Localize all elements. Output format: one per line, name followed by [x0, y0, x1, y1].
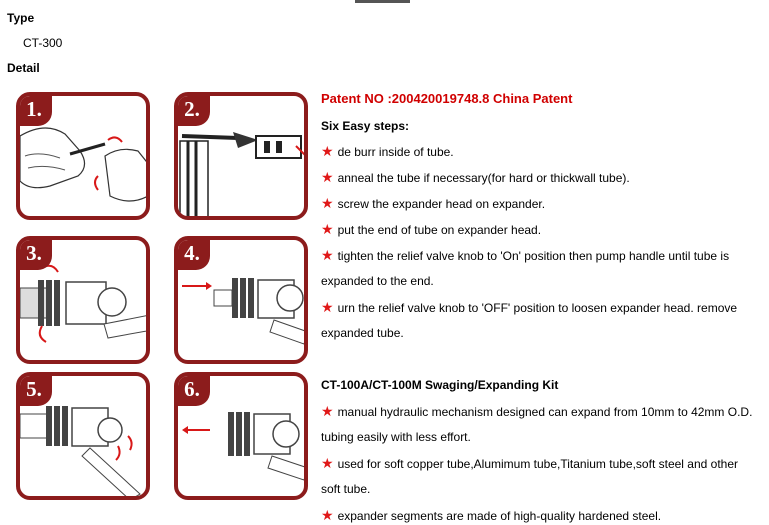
step-text-2: ★ anneal the tube if necessary(for hard or thickwall tube).	[321, 169, 630, 185]
step-1-panel	[16, 92, 150, 220]
step-2-badge: 2.	[174, 92, 210, 126]
star-icon: ★	[321, 247, 334, 263]
kit-text-1: ★ manual hydraulic mechanism designed can expand from 10mm to 42mm O.D.	[321, 403, 753, 419]
six-steps-title: Six Easy steps:	[321, 119, 410, 133]
type-label: Type	[7, 11, 35, 25]
star-icon: ★	[321, 455, 334, 471]
kit-text-2: ★ used for soft copper tube,Alumimum tube,Titanium tube,soft steel and other	[321, 455, 738, 471]
step-4-panel	[174, 236, 308, 364]
step-3-panel	[16, 236, 150, 364]
star-icon: ★	[321, 299, 334, 315]
star-icon: ★	[321, 221, 334, 237]
star-icon: ★	[321, 169, 334, 185]
step-2-panel	[174, 92, 308, 220]
step-4-badge: 4.	[174, 236, 210, 270]
step-5-badge: 5.	[16, 372, 52, 406]
step-5-panel	[16, 372, 150, 500]
patent-number: Patent NO :200420019748.8 China Patent	[321, 91, 573, 106]
detail-label: Detail	[7, 61, 40, 75]
kit-title: CT-100A/CT-100M Swaging/Expanding Kit	[321, 378, 559, 392]
step-6-panel	[174, 372, 308, 500]
step-3-badge: 3.	[16, 236, 52, 270]
star-icon: ★	[321, 195, 334, 211]
step-text-6-cont: expanded tube.	[321, 326, 404, 340]
step-text-5: ★ tighten the relief valve knob to 'On' position then pump handle until tube is	[321, 247, 730, 263]
kit-text-1-cont: tubing easily with less effort.	[321, 430, 471, 444]
star-icon: ★	[321, 507, 334, 523]
star-icon: ★	[321, 403, 334, 419]
kit-text-3: ★ expander segments are made of high-quality hardened steel.	[321, 507, 662, 523]
step-text-3: ★ screw the expander head on expander.	[321, 195, 546, 211]
step-text-4: ★ put the end of tube on expander head.	[321, 221, 542, 237]
star-icon: ★	[321, 143, 334, 159]
step-text-5-cont: expanded to the end.	[321, 274, 434, 288]
step-1-badge: 1.	[16, 92, 52, 126]
kit-text-2-cont: soft tube.	[321, 482, 371, 496]
step-text-6: ★ urn the relief valve knob to 'OFF' position to loosen expander head. remove	[321, 299, 738, 315]
top-divider	[355, 0, 410, 3]
step-6-badge: 6.	[174, 372, 210, 406]
step-text-1: ★ de burr inside of tube.	[321, 143, 454, 159]
type-value: CT-300	[23, 36, 63, 50]
